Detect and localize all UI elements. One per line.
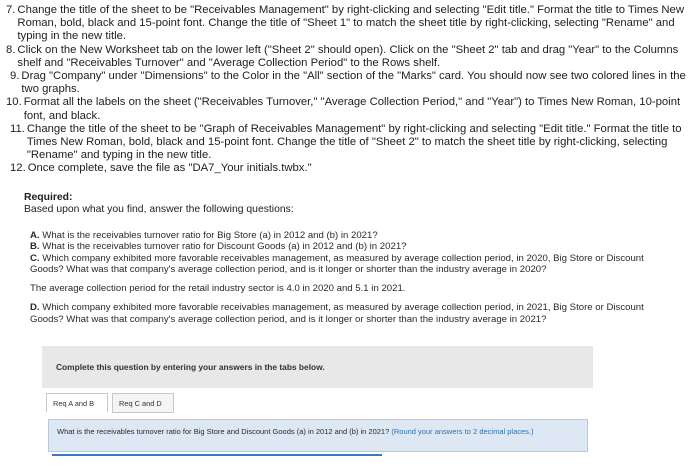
question-b — [30, 241, 670, 252]
panel-underline — [52, 454, 382, 456]
step-number: 12. — [10, 162, 26, 175]
required-intro: Based upon what you find, answer the following questions: — [24, 204, 294, 215]
tab-req-a-and-b[interactable]: Req A and B — [46, 393, 108, 413]
question-text: Which company exhibited more favorable receivables management, as measured by average collection period, in 2020, Big Store or Discount Goods? What was that company's average collection period, and is it longer or shorter than the industry average in 2020? — [30, 252, 644, 275]
required-section — [24, 192, 684, 216]
step-number: 8. — [6, 43, 16, 56]
question-list — [30, 230, 670, 325]
question-panel — [48, 419, 588, 452]
question-d — [30, 302, 670, 325]
spacer — [30, 294, 670, 302]
complete-instruction-text: Complete this question by entering your answers in the tabs below. — [56, 362, 325, 372]
step-text: Change the title of the sheet to be "Receivables Management" by right-clicking and selecting "Edit title." Format the title to Times New Roman, bold, black and 15-point font. Change the title of "Sheet 1" to match the sheet title by right-clicking, selecting "Rename" and typing in the new title. — [17, 4, 684, 43]
panel-question: What is the receivables turnover ratio for Big Store and Discount Goods (a) in 2012 and (b) in 2021? — [57, 427, 390, 436]
rounding-hint: (Round your answers to 2 decimal places.) — [391, 427, 534, 436]
step-9 — [6, 70, 690, 96]
instruction-steps — [6, 4, 690, 176]
step-number: 7. — [6, 4, 16, 16]
step-text: Once complete, save the file as "DA7_Your initials.twbx." — [27, 162, 312, 175]
question-text: What is the receivables turnover ratio for Discount Goods (a) in 2012 and (b) in 2021? — [42, 241, 407, 253]
step-text: Click on the New Worksheet tab on the lower left ("Sheet 2" should open). Click on the "Sheet 2" tab and drag "Year" to the Columns shelf and "Receivables Turnover" and "Average Collection Period" to the Rows shelf. — [17, 43, 679, 69]
step-text: Change the title of the sheet to be "Graph of Receivables Management" by right-clicking and selecting "Edit title." Format the title to Times New Roman, bold, black and 15-point font. Change the title of "Sheet 2" to match the sheet title by right-clicking, selecting "Rename" and typing in the new title. — [26, 122, 682, 162]
complete-instruction-box — [42, 346, 593, 388]
step-11 — [6, 123, 690, 163]
required-label: Required: — [24, 192, 73, 203]
step-number: 11. — [10, 122, 25, 135]
question-a — [30, 230, 670, 241]
step-8 — [6, 44, 690, 70]
spacer — [30, 275, 670, 283]
question-text: Which company exhibited more favorable receivables management, as measured by average collection period, in 2021, Big Store or Discount Goods? What was that company's average collection period, and is it longer or shorter than the industry average in 2021? — [30, 302, 644, 325]
question-c — [30, 253, 670, 276]
step-text: Format all the labels on the sheet ("Receivables Turnover," "Average Collection Period," and "Year") to Times New Roman, 10-point font, and black. — [23, 96, 681, 122]
tab-req-c-and-d[interactable]: Req C and D — [112, 393, 174, 413]
step-number: 9. — [10, 70, 20, 83]
step-12 — [6, 162, 690, 175]
industry-note: The average collection period for the retail industry sector is 4.0 in 2020 and 5.1 in 2021. — [30, 283, 406, 295]
question-text: What is the receivables turnover ratio for Big Store (a) in 2012 and (b) in 2021? — [42, 230, 378, 241]
question-letter: B. — [30, 241, 40, 253]
answer-tabs — [46, 393, 174, 413]
step-text: Drag "Company" under "Dimensions" to the Color in the "All" section of the "Marks" card. You should now see two colored lines in the two graphs. — [21, 70, 686, 96]
step-10 — [6, 96, 690, 122]
step-number: 10. — [6, 96, 22, 109]
question-letter: D. — [30, 302, 40, 314]
question-letter: A. — [30, 230, 40, 241]
panel-text — [57, 427, 587, 436]
step-7 — [6, 4, 690, 44]
question-letter: C. — [30, 252, 40, 264]
